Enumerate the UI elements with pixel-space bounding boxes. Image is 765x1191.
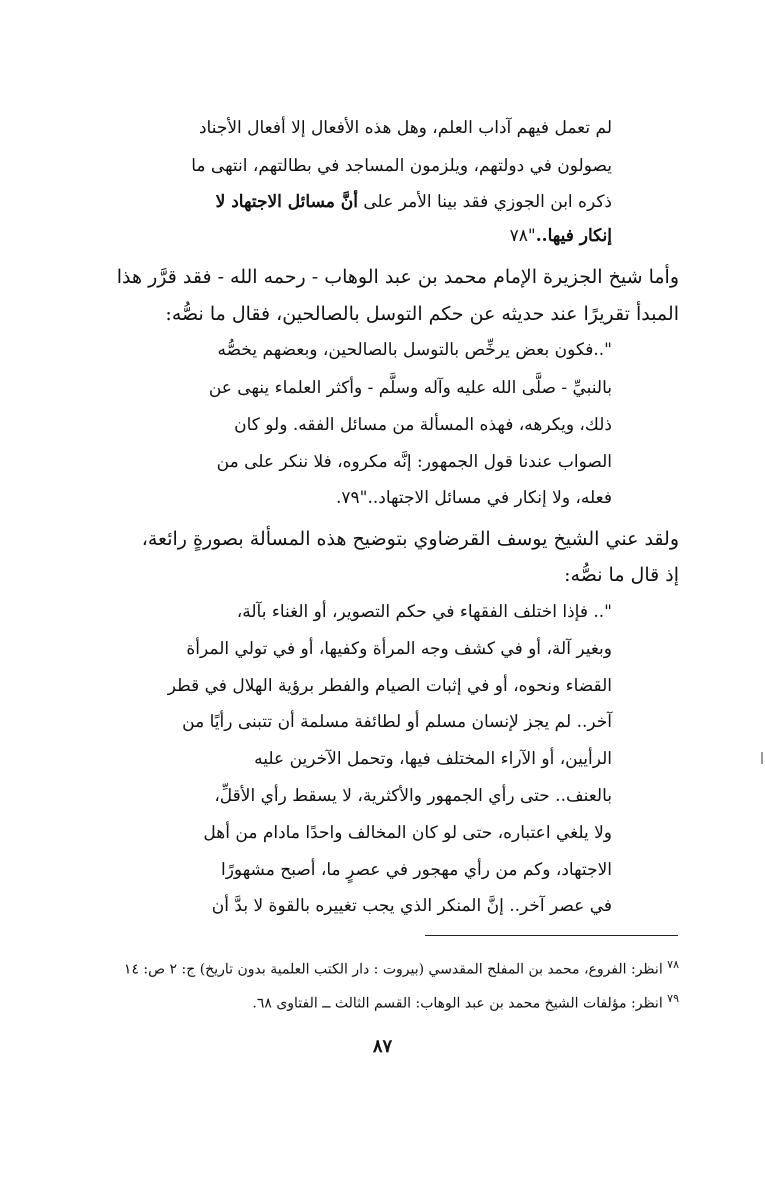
quote-line <box>157 192 612 212</box>
quote-text: ذكره ابن الجوزي فقد بينا الأمر على <box>363 192 612 212</box>
footnote-text: انظر: الفروع، محمد بن المفلح المقدسي (بيروت : دار الكتب العلمية بدون تاريخ) ج: ٢ ص: ١٤ <box>123 961 663 978</box>
quote-bold-text: أنَّ مسائل الاجتهاد لا <box>215 192 358 212</box>
quote-line: ذلك، ويكرهه، فهذه المسألة من مسائل الفقه. ولو كان <box>234 415 612 435</box>
quote-line: القضاء ونحوه، أو في إثبات الصيام والفطر برؤية الهلال في قطر <box>167 676 612 696</box>
quote-line: الرأيين، أو الآراء المختلف فيها، وتحمل الآخرين عليه <box>254 749 612 769</box>
paragraph-line: وأما شيخ الجزيرة الإمام محمد بن عبد الوهاب - رحمه الله - فقد قرَّر هذا <box>116 266 679 288</box>
quote-line: يصولون في دولتهم، ويلزمون المساجد في بطالتهم، انتهى ما <box>191 156 612 176</box>
quote-line: وبغير آلة، أو في كشف وجه المرأة وكفيها، أو في تولي المرأة <box>186 639 612 659</box>
scan-mark <box>761 752 763 764</box>
quote-line: الاجتهاد، وكم من رأي مهجور في عصرٍ ما، أصبح مشهورًا <box>221 860 612 880</box>
quote-line: ".. فإذا اختلف الفقهاء في حكم التصوير، أو الغناء بآلة، <box>236 602 612 622</box>
footnote-text: انظر: مؤلفات الشيخ محمد بن عبد الوهاب: القسم الثالث ــ الفتاوى ٦٨. <box>252 995 663 1012</box>
footnote-78 <box>124 958 679 978</box>
quote-line: فعله، ولا إنكار في مسائل الاجتهاد.."٧٩. <box>335 488 612 508</box>
footnote-79 <box>252 992 679 1012</box>
page-number: ٨٧ <box>372 1036 393 1057</box>
quote-line: في عصر آخر.. إنَّ المنكر الذي يجب تغييره بالقوة لا بدَّ أن <box>211 896 612 916</box>
quote-line: "..فكون بعض يرخِّص بالتوسل بالصالحين، وبعضهم يخصُّه <box>217 340 612 360</box>
quote-line: آخر.. لم يجز لإنسان مسلم أو لطائفة مسلمة أن تتبنى رأيًا من <box>182 712 612 732</box>
quote-line: بالعنف.. حتى رأي الجمهور والأكثرية، لا يسقط رأي الأقلِّ، <box>214 786 612 806</box>
quote-line <box>157 226 612 246</box>
quote-line: الصواب عندنا قول الجمهور: إنَّه مكروه، فلا ننكر على من <box>216 452 612 472</box>
footnote-divider <box>425 935 678 936</box>
quote-bold-text: إنكار فيها.. <box>535 226 612 246</box>
quote-line: بالنبيِّ - صلَّى الله عليه وآله وسلَّم - وأكثر العلماء ينهى عن <box>208 378 612 398</box>
footnote-number: ٧٩ <box>667 992 679 1005</box>
quote-line: ولا يلغي اعتباره، حتى لو كان المخالف واحدًا مادام من أهل <box>203 823 612 843</box>
quote-line: لم تعمل فيهم آداب العلم، وهل هذه الأفعال إلا أفعال الأجناد <box>198 118 612 138</box>
paragraph-line: ولقد عني الشيخ يوسف القرضاوي بتوضيح هذه المسألة بصورةٍ رائعة، <box>141 528 679 550</box>
paragraph-line: المبدأ تقريرًا عند حديثه عن حكم التوسل بالصالحين، فقال ما نصُّه: <box>165 303 679 325</box>
footnote-ref: "٧٨ <box>509 226 536 246</box>
paragraph-line: إذ قال ما نصُّه: <box>564 564 679 586</box>
footnote-number: ٧٨ <box>667 958 679 971</box>
